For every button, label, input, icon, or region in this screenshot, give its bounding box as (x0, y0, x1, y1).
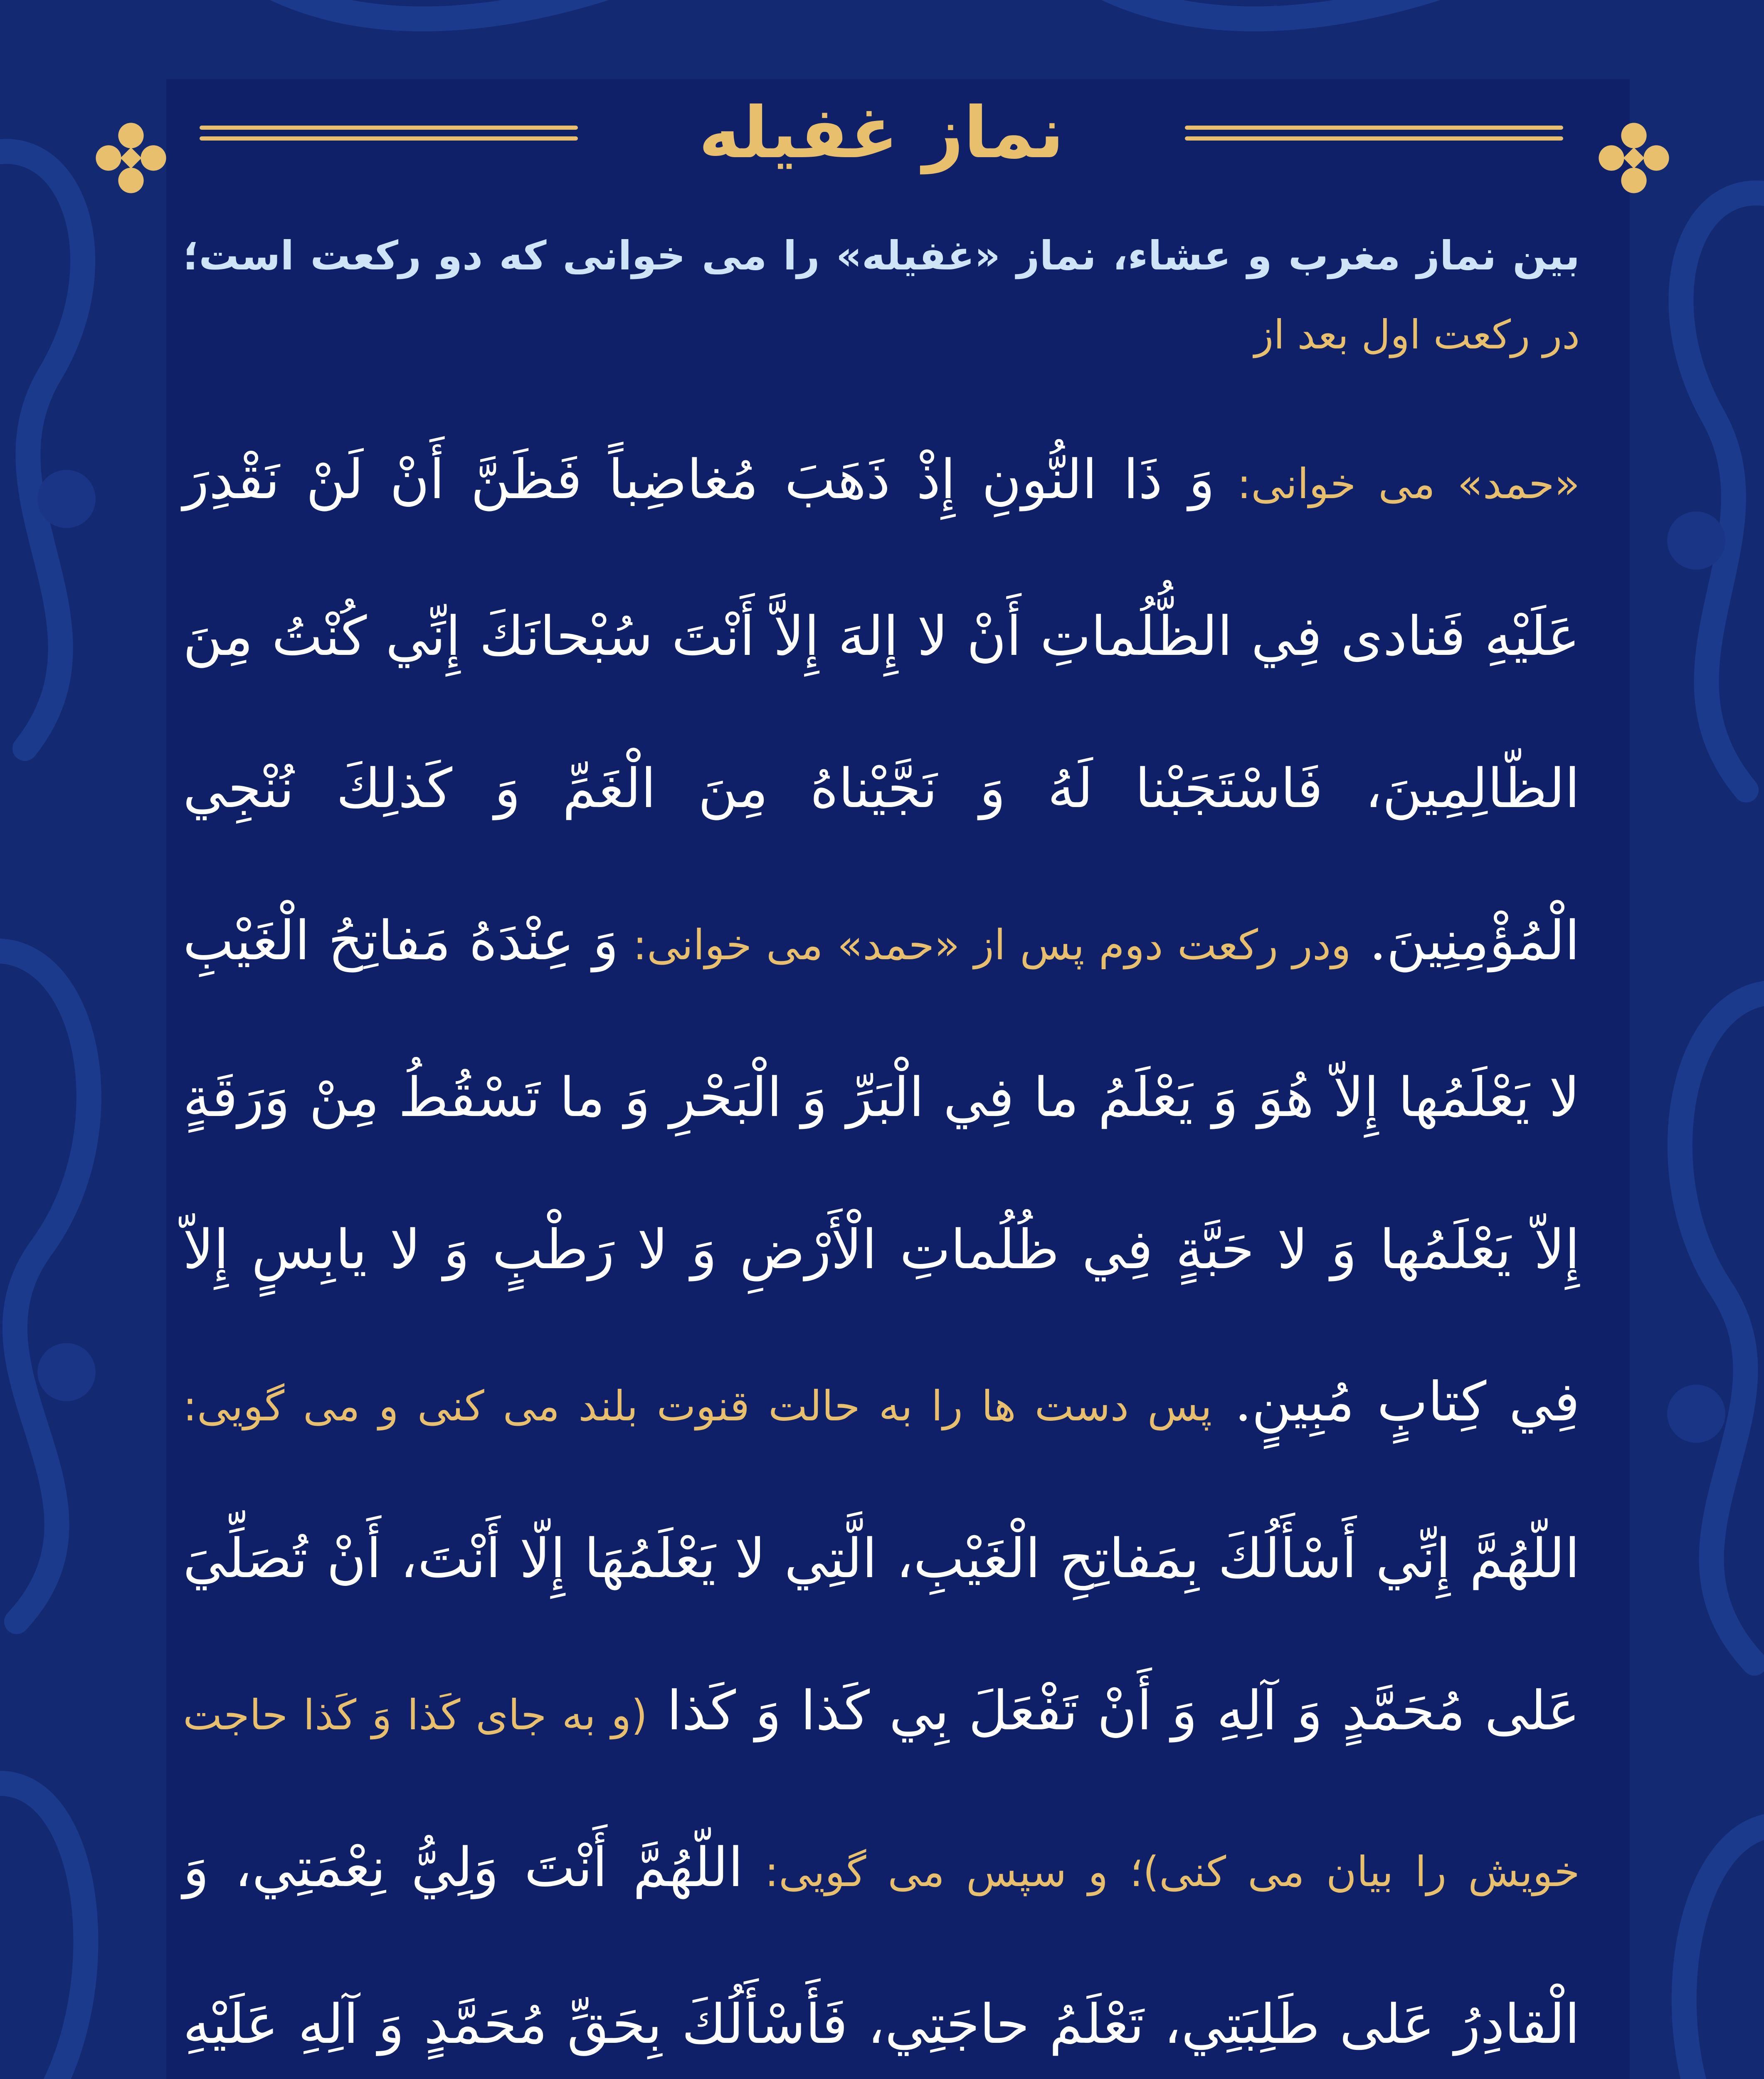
instruction-text: پس دست ها را به حالت قنوت بلند می کنی و می گویی: (183, 1382, 1212, 1430)
page-title: نماز غفیله (698, 92, 1064, 174)
corner-ornament-icon (1596, 121, 1671, 195)
instruction-text: (و به جای کَذا وَ کَذا حاجت خویش را بیان می کنی)؛ و سپس می گویی: (183, 1691, 1580, 1896)
header-rule-right (1185, 123, 1563, 143)
header (0, 83, 1764, 183)
verse-text: اللّهُمَّ إِنِّي أَسْأَلُكَ بِمَفاتِحِ الْغَيْبِ، الَّتِي لا يَعْلَمُهَا إِلّا أَنْتَ، أَنْ تُصَلِّيَ عَلى مُحَمَّدٍ وَ آلِهِ وَ أَنْ تَفْعَلَ بِي كَذا وَ كَذا (183, 1527, 1580, 1742)
corner-ornament-icon (94, 121, 168, 195)
prayer-text (183, 216, 1580, 2079)
verse-text: وَ عِنْدَهُ مَفاتِحُ الْغَيْبِ لا يَعْلَمُها إِلاّ هُوَ وَ يَعْلَمُ ما فِي الْبَرِّ وَ الْبَحْرِ وَ ما تَسْقُطُ مِنْ وَرَقَةٍ إِلاّ يَعْلَمُها وَ لا حَبَّةٍ فِي ظُلُماتِ الْأَرْضِ وَ لا رَطْبٍ وَ لا يابِسٍ إِلاّ فِي كِتابٍ مُبِينٍ. (183, 909, 1580, 1433)
verse-text: اللّهُمَّ أَنْتَ وَلِيُّ نِعْمَتِي، وَ الْقادِرُ عَلى طَلِبَتِي، تَعْلَمُ حاجَتِي، فَأَسْأَلُكَ بِحَقِّ مُحَمَّدٍ وَ آلِهِ عَلَيْهِ (183, 1836, 1580, 2056)
instruction-text: «حمد» می خوانی: (1214, 459, 1580, 508)
verse-text: وَ ذَا النُّونِ إِذْ ذَهَبَ مُغاضِباً فَظَنَّ أَنْ لَنْ نَقْدِرَ عَلَيْهِ فَنادى فِي الظُّلُماتِ أَنْ لا إِلهَ إِلاَّ أَنْتَ سُبْحانَكَ إِنِّي كُنْتُ مِنَ الظّالِمِينَ، فَاسْتَجَبْنا لَهُ وَ نَجَّيْناهُ مِنَ الْغَمِّ وَ كَذلِكَ نُنْجِي الْمُؤْمِنِينَ. (183, 448, 1580, 972)
header-rule-left (200, 123, 578, 143)
instruction-text: ودر رکعت دوم پس از «حمد» می خوانی: (618, 921, 1351, 969)
intro-line (183, 216, 1580, 374)
prayer-body (183, 403, 1580, 2079)
intro-note: در رکعت اول بعد از (1254, 311, 1580, 358)
intro-highlight: بین نماز مغرب و عشاء، نماز «غفیله» را می خوانی که دو رکعت است؛ (183, 232, 1580, 279)
